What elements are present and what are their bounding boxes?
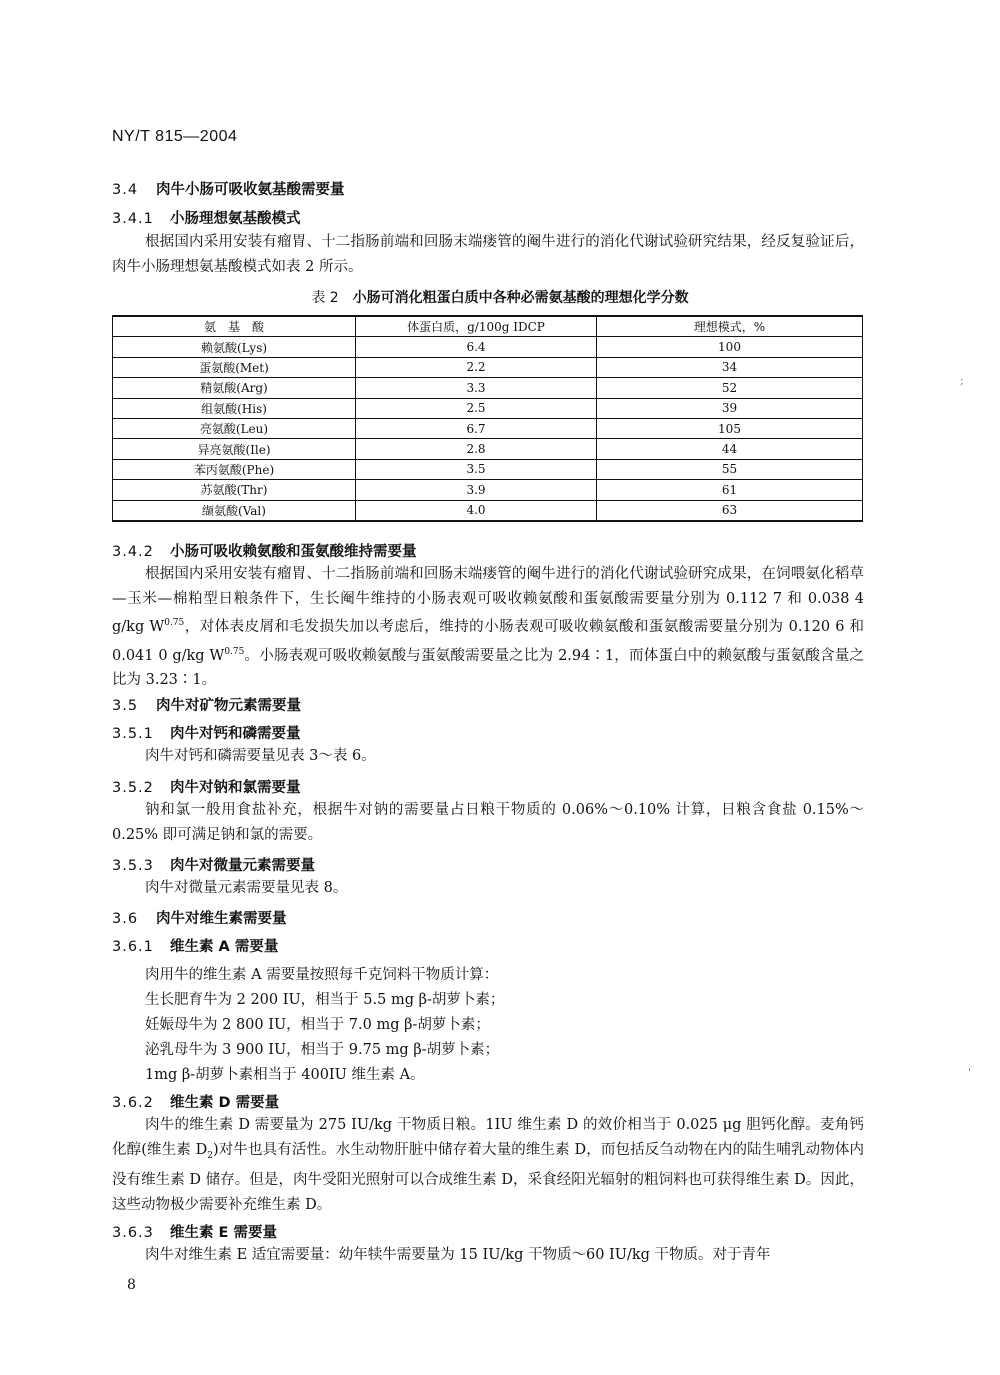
section-title: 维生素 A 需要量 xyxy=(170,939,279,955)
vitamin-a-line: 1mg β-胡萝卜素相当于 400IU 维生素 A。 xyxy=(145,1067,425,1083)
exponent: 0.75 xyxy=(164,618,185,629)
ideal-pattern-value: 55 xyxy=(597,459,863,479)
section-3-6-1-heading xyxy=(112,935,278,956)
amino-acid-name: 缬氨酸(Val) xyxy=(113,500,356,521)
section-3-5-1-heading xyxy=(112,722,301,743)
body-protein-value: 3.3 xyxy=(356,378,597,398)
header-amino-acid: 氨 基 酸 xyxy=(113,316,356,337)
body-protein-value: 2.2 xyxy=(356,357,597,377)
amino-acid-name: 亮氨酸(Leu) xyxy=(113,418,356,438)
body-protein-value: 6.7 xyxy=(356,418,597,438)
section-title: 肉牛小肠可吸收氨基酸需要量 xyxy=(156,182,345,198)
section-title: 肉牛对钠和氯需要量 xyxy=(170,780,301,796)
exponent: 0.75 xyxy=(224,646,245,657)
scan-artifact-mark: ; xyxy=(960,374,964,387)
table-row xyxy=(113,337,863,357)
table-row xyxy=(113,480,863,500)
section-title: 肉牛对微量元素需要量 xyxy=(170,858,315,874)
amino-acid-name: 异亮氨酸(Ile) xyxy=(113,439,356,459)
vitamin-a-line: 肉用牛的维生素 A 需要量按照每千克饲料干物质计算： xyxy=(145,967,499,983)
ideal-pattern-value: 34 xyxy=(597,357,863,377)
paragraph-3-5-3: 肉牛对微量元素需要量见表 8。 xyxy=(145,880,348,896)
table-row xyxy=(113,398,863,418)
vitamin-a-line: 妊娠母牛为 2 800 IU，相当于 7.0 mg β-胡萝卜素； xyxy=(145,1017,490,1033)
amino-acid-table xyxy=(112,315,863,522)
paragraph-text: 。小肠表观可吸收赖氨酸与蛋氨酸需要量之比为 2.94∶1，而体蛋白中的赖氨酸与蛋氨酸含量之比为 3.23∶1。 xyxy=(112,647,864,689)
paragraph-3-6-2 xyxy=(112,1113,864,1217)
ideal-pattern-value: 63 xyxy=(597,500,863,521)
section-3-5-3-heading xyxy=(112,854,315,875)
section-number: 3.5.3 xyxy=(112,858,154,874)
section-number: 3.4 xyxy=(112,182,139,198)
section-number: 3.6.2 xyxy=(112,1095,154,1111)
section-title: 维生素 E 需要量 xyxy=(170,1225,278,1241)
amino-acid-name: 组氨酸(His) xyxy=(113,398,356,418)
scan-artifact-mark: ' xyxy=(968,1066,972,1079)
subscript: 2 xyxy=(207,1150,213,1161)
vitamin-a-line: 泌乳母牛为 3 900 IU，相当于 9.75 mg β-胡萝卜素； xyxy=(145,1042,500,1058)
section-3-5-2-heading xyxy=(112,776,301,797)
table-row xyxy=(113,357,863,377)
section-3-6-3-heading xyxy=(112,1221,277,1242)
ideal-pattern-value: 100 xyxy=(597,337,863,357)
ideal-pattern-value: 105 xyxy=(597,418,863,438)
section-number: 3.5 xyxy=(112,698,139,714)
amino-acid-name: 精氨酸(Arg) xyxy=(113,378,356,398)
table-row xyxy=(113,500,863,521)
table-row xyxy=(113,378,863,398)
section-3-4-2-heading xyxy=(112,540,417,561)
section-3-6-heading xyxy=(112,907,287,928)
section-number: 3.4.1 xyxy=(112,211,154,227)
body-protein-value: 6.4 xyxy=(356,337,597,357)
section-3-4-heading xyxy=(112,178,345,199)
paragraph-3-5-2: 钠和氯一般用食盐补充，根据牛对钠的需要量占日粮干物质的 0.06%～0.10% 计算，日粮含食盐 0.15%～0.25% 即可满足钠和氯的需要。 xyxy=(112,802,864,843)
section-title: 小肠理想氨基酸模式 xyxy=(170,211,301,227)
section-title: 维生素 D 需要量 xyxy=(170,1095,280,1111)
table-row xyxy=(113,439,863,459)
table-caption xyxy=(0,287,1000,307)
paragraph-text: ，对体表皮屑和毛发损失加以考虑后，维持的小肠表观可吸收赖氨酸和蛋氨酸需要量分别为 0.120 6 和 0.041 0 g/kg W xyxy=(112,619,864,664)
section-number: 3.6 xyxy=(112,911,139,927)
section-number: 3.4.2 xyxy=(112,544,154,560)
amino-acid-name: 赖氨酸(Lys) xyxy=(113,337,356,357)
section-title: 肉牛对矿物元素需要量 xyxy=(156,698,301,714)
table-header-row xyxy=(113,316,863,337)
ideal-pattern-value: 39 xyxy=(597,398,863,418)
section-title: 小肠可吸收赖氨酸和蛋氨酸维持需要量 xyxy=(170,544,417,560)
paragraph-3-6-3: 肉牛对维生素 E 适宜需要量：幼年犊牛需要量为 15 IU/kg 干物质～60 IU/kg 干物质。对于青年 xyxy=(145,1247,771,1263)
paragraph-3-5-1: 肉牛对钙和磷需要量见表 3～表 6。 xyxy=(145,748,376,764)
header-ideal-pattern: 理想模式，% xyxy=(597,316,863,337)
body-protein-value: 2.8 xyxy=(356,439,597,459)
standard-number-header: NY/T 815—2004 xyxy=(112,128,238,145)
ideal-pattern-value: 52 xyxy=(597,378,863,398)
paragraph-3-4-2 xyxy=(112,562,864,693)
table-title: 小肠可消化粗蛋白质中各种必需氨基酸的理想化学分数 xyxy=(352,290,689,306)
ideal-pattern-value: 44 xyxy=(597,439,863,459)
table-row xyxy=(113,418,863,438)
page-number: 8 xyxy=(127,1277,136,1293)
table-row xyxy=(113,459,863,479)
section-title: 肉牛对钙和磷需要量 xyxy=(170,726,301,742)
amino-acid-name: 蛋氨酸(Met) xyxy=(113,357,356,377)
header-body-protein: 体蛋白质，g/100g IDCP xyxy=(356,316,597,337)
section-title: 肉牛对维生素需要量 xyxy=(156,911,287,927)
section-3-4-1-heading xyxy=(112,207,301,228)
body-protein-value: 3.9 xyxy=(356,480,597,500)
vitamin-a-line: 生长肥育牛为 2 200 IU，相当于 5.5 mg β-胡萝卜素； xyxy=(145,992,505,1008)
amino-acid-name: 苏氨酸(Thr) xyxy=(113,480,356,500)
body-protein-value: 2.5 xyxy=(356,398,597,418)
section-number: 3.5.2 xyxy=(112,780,154,796)
amino-acid-name: 苯丙氨酸(Phe) xyxy=(113,459,356,479)
section-3-6-2-heading xyxy=(112,1091,279,1112)
paragraph-text: )对牛也具有活性。水生动物肝脏中储存着大量的维生素 D，而包括反刍动物在内的陆生哺乳动物体内没有维生素 D 储存。但是，肉牛受阳光照射可以合成维生素 D，采食经阳光辐射的粗饲料也可获得维生素 D。因此，这些动物极少需要补充维生素 D。 xyxy=(112,1141,864,1213)
section-number: 3.6.3 xyxy=(112,1225,154,1241)
section-number: 3.6.1 xyxy=(112,939,154,955)
body-protein-value: 4.0 xyxy=(356,500,597,521)
section-3-5-heading xyxy=(112,694,301,715)
paragraph-text: 肉牛的维生素 D 需要量为 275 IU/kg 干物质日粮。1IU 维生素 D 的效价相当于 0.025 μg 胆钙化醇。麦角钙化醇(维生素 D xyxy=(112,1117,864,1158)
ideal-pattern-value: 61 xyxy=(597,480,863,500)
body-protein-value: 3.5 xyxy=(356,459,597,479)
paragraph-text: 根据国内采用安装有瘤胃、十二指肠前端和回肠末端瘘管的阉牛进行的消化代谢试验研究成果，在饲喂氨化稻草—玉米—棉粕型日粮条件下，生长阉牛维持的小肠表观可吸收赖氨酸和蛋氨酸需要量分别为 0.112 7 和 0.038 4 g/kg W xyxy=(112,566,864,636)
paragraph-3-4-1: 根据国内采用安装有瘤胃、十二指肠前端和回肠末端瘘管的阉牛进行的消化代谢试验研究结果，经反复验证后，肉牛小肠理想氨基酸模式如表 2 所示。 xyxy=(112,234,864,275)
section-number: 3.5.1 xyxy=(112,726,154,742)
table-number: 表 2 xyxy=(311,290,339,306)
